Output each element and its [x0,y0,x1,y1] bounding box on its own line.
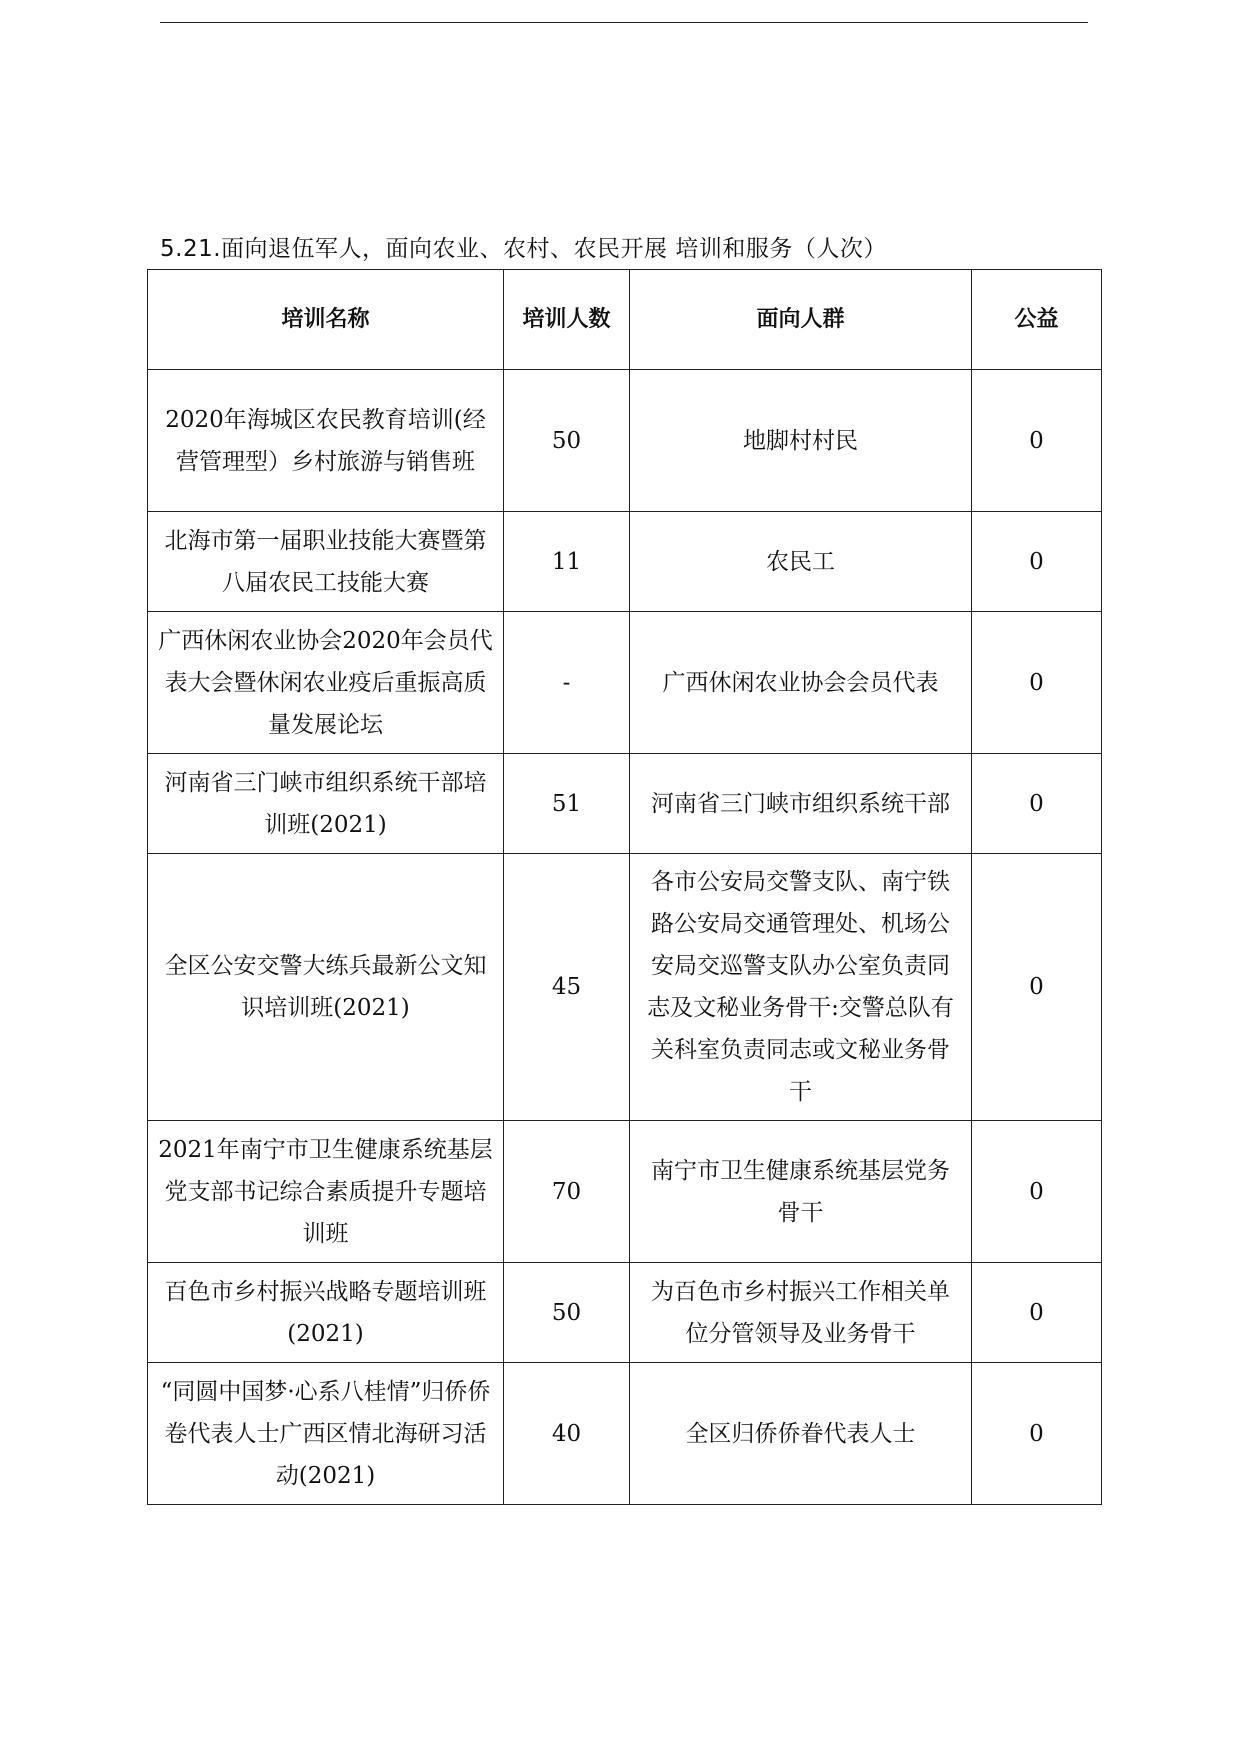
cell-training-name: “同圆中国梦·心系八桂情”归侨侨卷代表人士广西区情北海研习活动(2021) [148,1363,504,1505]
table-row [148,854,1102,1121]
cell-target-audience: 农民工 [630,512,972,612]
cell-charity: 0 [972,512,1102,612]
cell-charity: 0 [972,370,1102,512]
table-row [148,612,1102,754]
cell-trainee-count: 45 [504,854,630,1121]
cell-trainee-count: 11 [504,512,630,612]
table-row [148,1263,1102,1363]
header-charity: 公益 [972,270,1102,370]
cell-target-audience: 各市公安局交警支队、南宁铁路公安局交通管理处、机场公安局交巡警支队办公室负责同志及文秘业务骨干:交警总队有关科室负责同志或文秘业务骨干 [630,854,972,1121]
header-training-name: 培训名称 [148,270,504,370]
cell-trainee-count: 50 [504,1263,630,1363]
cell-target-audience: 河南省三门峡市组织系统干部 [630,754,972,854]
table-row [148,754,1102,854]
cell-trainee-count: 51 [504,754,630,854]
cell-trainee-count: 70 [504,1121,630,1263]
header-target-audience: 面向人群 [630,270,972,370]
cell-target-audience: 为百色市乡村振兴工作相关单位分管领导及业务骨干 [630,1263,972,1363]
table-row [148,1121,1102,1263]
table-row [148,512,1102,612]
cell-training-name: 2020年海城区农民教育培训(经营管理型）乡村旅游与销售班 [148,370,504,512]
section-title: 5.21.面向退伍军人，面向农业、农村、农民开展 培训和服务（人次） [160,236,887,262]
cell-training-name: 2021年南宁市卫生健康系统基层党支部书记综合素质提升专题培训班 [148,1121,504,1263]
training-table [147,269,1102,1505]
cell-charity: 0 [972,1263,1102,1363]
cell-target-audience: 地脚村村民 [630,370,972,512]
cell-training-name: 河南省三门峡市组织系统干部培训班(2021) [148,754,504,854]
cell-training-name: 北海市第一届职业技能大赛暨第八届农民工技能大赛 [148,512,504,612]
cell-charity: 0 [972,1121,1102,1263]
cell-charity: 0 [972,612,1102,754]
cell-charity: 0 [972,1363,1102,1505]
header-trainee-count: 培训人数 [504,270,630,370]
cell-target-audience: 南宁市卫生健康系统基层党务骨干 [630,1121,972,1263]
header-rule [160,22,1088,23]
cell-trainee-count: 50 [504,370,630,512]
cell-target-audience: 全区归侨侨眷代表人士 [630,1363,972,1505]
cell-trainee-count: 40 [504,1363,630,1505]
cell-target-audience: 广西休闲农业协会会员代表 [630,612,972,754]
table-header-row [148,270,1102,370]
table-row [148,1363,1102,1505]
cell-trainee-count: - [504,612,630,754]
cell-charity: 0 [972,754,1102,854]
cell-training-name: 全区公安交警大练兵最新公文知识培训班(2021) [148,854,504,1121]
cell-training-name: 百色市乡村振兴战略专题培训班(2021) [148,1263,504,1363]
table-row [148,370,1102,512]
cell-training-name: 广西休闲农业协会2020年会员代表大会暨休闲农业疫后重振高质量发展论坛 [148,612,504,754]
cell-charity: 0 [972,854,1102,1121]
